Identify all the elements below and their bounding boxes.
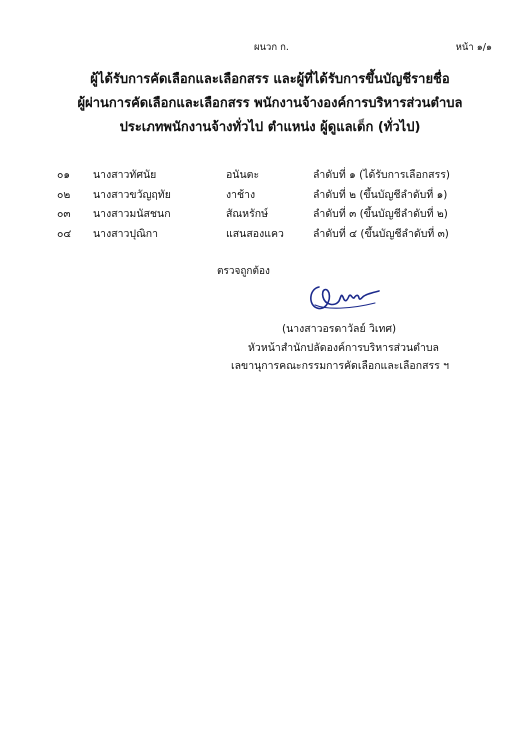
signer-position-line-2: เลขานุการคณะกรรมการคัดเลือกและเลือกสรร ฯ [231, 360, 450, 372]
candidate-rank: ลำดับที่ ๑ (ได้รับการเลือกสรร) [313, 169, 450, 181]
candidate-surname: อนันตะ [226, 169, 260, 181]
candidate-name: นางสาวมนัสชนก [93, 208, 171, 220]
candidate-name: นางสาวขวัญฤทัย [93, 188, 171, 201]
candidate-rank: ลำดับที่ ๓ (ขึ้นบัญชีลำดับที่ ๒) [313, 208, 448, 220]
verification-label: ตรวจถูกต้อง [217, 266, 270, 277]
candidate-row [0, 186, 526, 206]
title-line-3: ประเภทพนักงานจ้างทั่วไป ตำแหน่ง ผู้ดูแลเด็ก (ทั่วไป) [119, 120, 421, 135]
candidate-row [0, 205, 526, 225]
candidate-rank: ลำดับที่ ๒ (ขึ้นบัญชีลำดับที่ ๑) [313, 188, 448, 201]
candidate-surname: งาช้าง [226, 188, 256, 201]
candidate-name: นางสาวทัศนัย [93, 169, 157, 181]
page-number: หน้า ๑/๑ [455, 42, 492, 53]
title-line-2: ผู้ผ่านการคัดเลือกและเลือกสรร พนักงานจ้างองค์การบริหารส่วนตำบล [77, 96, 463, 111]
candidate-number: ๐๔ [57, 227, 72, 240]
annex-label: ผนวก ก. [254, 42, 289, 53]
candidate-row [0, 166, 526, 186]
candidate-name: นางสาวปุณิกา [93, 227, 159, 240]
title-line-1: ผู้ได้รับการคัดเลือกและเลือกสรร และผู้ที่ได้รับการขึ้นบัญชีรายชื่อ [90, 72, 450, 87]
candidate-number: ๐๑ [57, 169, 71, 181]
candidate-surname: แสนสองแคว [226, 227, 284, 240]
candidate-number: ๐๒ [57, 188, 71, 201]
candidate-rank: ลำดับที่ ๔ (ขึ้นบัญชีลำดับที่ ๓) [313, 227, 449, 240]
candidate-row [0, 225, 526, 245]
signer-position-line-1: หัวหน้าสำนักปลัดองค์การบริหารส่วนตำบล [248, 342, 439, 354]
signer-name: (นางสาวอรดาวัลย์ วิเทศ) [282, 323, 397, 335]
candidate-list [0, 166, 526, 244]
handwritten-signature [305, 277, 385, 317]
document-title [60, 68, 480, 140]
candidate-number: ๐๓ [57, 208, 71, 220]
candidate-surname: สัณหรักษ์ [226, 208, 268, 220]
